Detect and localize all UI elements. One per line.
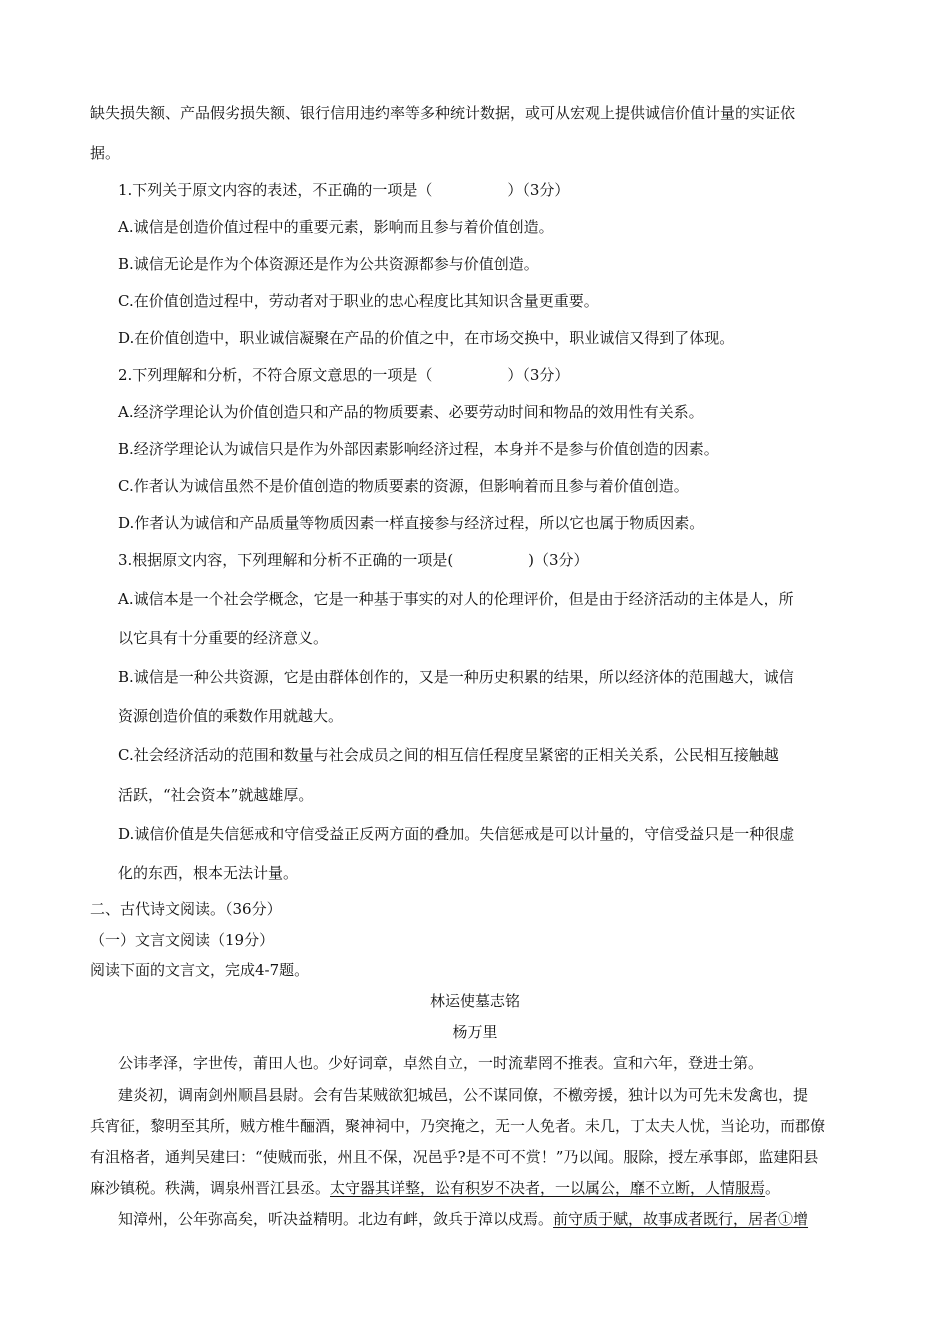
question-3-option-c-line-2: 活跃，“社会资本”就越雄厚。 — [118, 786, 314, 804]
question-1-option-b: B.诚信无论是作为个体资源还是作为公共资源都参与价值创造。 — [118, 255, 539, 273]
passage-text: 知漳州，公年弥高矣，听决益精明。北边有衅，敛兵于漳以戍焉。 — [118, 1210, 554, 1228]
passage-paragraph-2-line-4 — [90, 1178, 780, 1198]
question-3-option-a-line-2: 以它具有十分重要的经济意义。 — [118, 629, 329, 647]
question-3-option-d-line-1: D.诚信价值是失信惩戒和守信受益正反两方面的叠加。失信惩戒是可以计量的，守信受益只是一种很虚 — [118, 825, 795, 843]
underlined-sentence: 太守器其详整，讼有积岁不决者，一以属公，靡不立断，人情服焉 — [330, 1179, 766, 1197]
question-2-option-b: B.经济学理论认为诚信只是作为外部因素影响经济过程，本身并不是参与价值创造的因素。 — [118, 440, 719, 458]
question-3-option-c-line-1: C.社会经济活动的范围和数量与社会成员之间的相互信任程度呈紧密的正相关关系，公民相互接触越 — [118, 746, 779, 764]
question-2-option-d: D.作者认为诚信和产品质量等物质因素一样直接参与经济过程，所以它也属于物质因素。 — [118, 514, 705, 532]
passage-paragraph-2-line-2: 兵宵征，黎明至其所，贼方椎牛酾酒，聚神祠中，乃突掩之，无一人免者。未几，丁太夫人忧，当论功，而郡僚 — [90, 1117, 826, 1135]
section-2-heading: 二、古代诗文阅读。（36分） — [90, 900, 282, 918]
question-2-stem: 2.下列理解和分析，不符合原文意思的一项是（ ）（3分） — [118, 366, 570, 384]
question-3-option-b-line-2: 资源创造价值的乘数作用就越大。 — [118, 707, 344, 725]
question-1-option-d: D.在价值创造中，职业诚信凝聚在产品的价值之中，在市场交换中，职业诚信又得到了体现。 — [118, 329, 735, 347]
passage-text: 麻沙镇税。秩满，调泉州晋江县丞。 — [90, 1179, 331, 1197]
reading-instruction: 阅读下面的文言文，完成4-7题。 — [90, 961, 310, 979]
passage-author: 杨万里 — [452, 1023, 498, 1041]
passage-paragraph-3-line-1 — [118, 1209, 808, 1229]
question-2-option-c: C.作者认为诚信虽然不是价值创造的物质要素的资源，但影响着而且参与着价值创造。 — [118, 477, 689, 495]
intro-line-1: 缺失损失额、产品假劣损失额、银行信用违约率等多种统计数据，或可从宏观上提供诚信价值计量的实证依 — [90, 104, 796, 122]
passage-paragraph-1: 公讳孝泽，字世传，莆田人也。少好词章，卓然自立，一时流辈罔不推表。宣和六年，登进士第。 — [118, 1054, 764, 1072]
question-2-option-a: A.经济学理论认为价值创造只和产品的物质要素、必要劳动时间和物品的效用性有关系。 — [118, 403, 704, 421]
question-3-option-d-line-2: 化的东西，根本无法计量。 — [118, 864, 299, 882]
intro-line-2: 据。 — [90, 144, 121, 162]
question-3-option-b-line-1: B.诚信是一种公共资源，它是由群体创作的，又是一种历史积累的结果，所以经济体的范围越大，诚信 — [118, 668, 794, 686]
underlined-sentence: 前守质于赋，故事成者既行，居者①增 — [553, 1210, 809, 1228]
question-1-option-a: A.诚信是创造价值过程中的重要元素，影响而且参与着价值创造。 — [118, 218, 554, 236]
question-1-option-c: C.在价值创造过程中，劳动者对于职业的忠心程度比其知识含量更重要。 — [118, 292, 599, 310]
question-1-stem: 1.下列关于原文内容的表述，不正确的一项是（ ）（3分） — [118, 181, 570, 199]
section-2-subheading: （一）文言文阅读（19分） — [90, 931, 275, 949]
passage-text: 。 — [765, 1179, 781, 1197]
passage-paragraph-2-line-1: 建炎初，调南剑州顺昌县尉。会有告某贼欲犯城邑，公不谋同僚，不檄旁援，独计以为可先未发禽也，提 — [118, 1086, 809, 1104]
passage-title: 林运使墓志铭 — [429, 992, 520, 1010]
passage-paragraph-2-line-3: 有沮格者，通判吴建曰：“使贼而张，州且不保，况邑乎?是不可不赏！”乃以闻。服除，授左承事郎，监建阳县 — [90, 1148, 819, 1166]
question-3-option-a-line-1: A.诚信本是一个社会学概念，它是一种基于事实的对人的伦理评价，但是由于经济活动的主体是人，所 — [118, 590, 794, 608]
question-3-stem: 3.根据原文内容，下列理解和分析不正确的一项是( )（3分） — [118, 551, 589, 569]
